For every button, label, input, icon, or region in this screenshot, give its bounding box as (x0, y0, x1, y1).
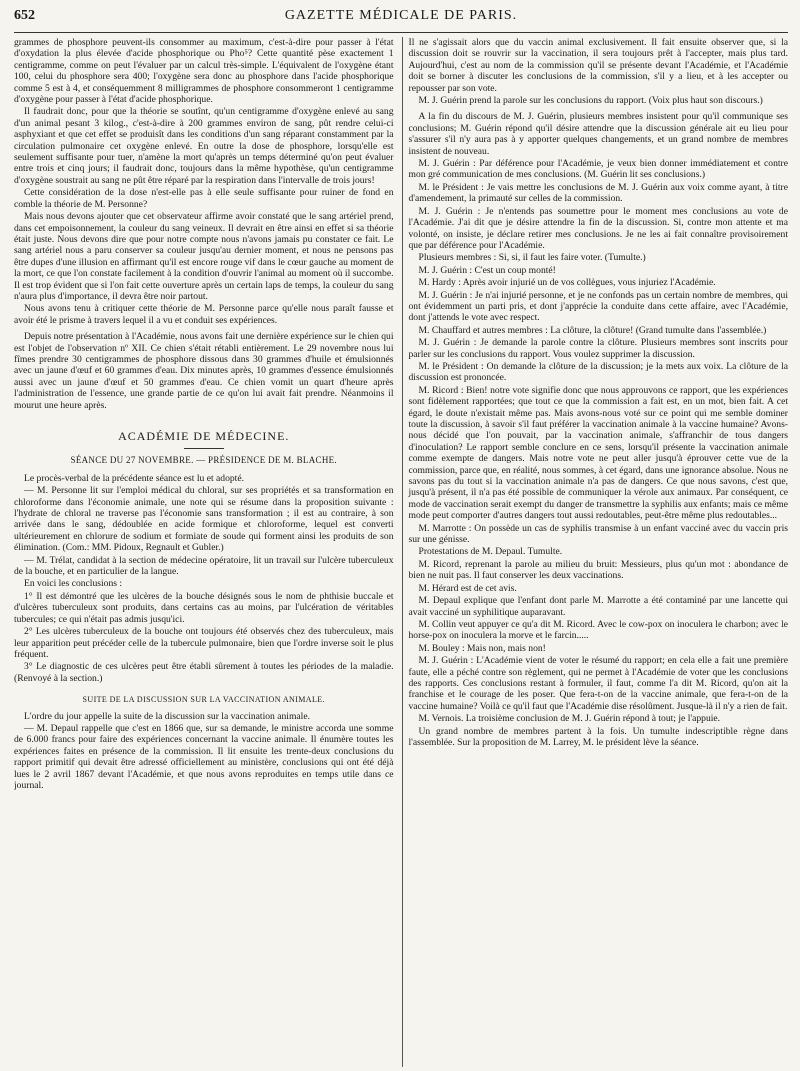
speaker-line: M. J. Guérin : Je n'entends pas soumettre pour le moment mes conclusions au vote de l'Académie. J'ai dit que je désire attendre la fin de la discussion. Si, contre mon attente et ma volonté, on insiste, je déclare retirer mes conclusions. Je ne les ai fait connaître provisoirement que par déférence pour l'Académie. (408, 205, 788, 251)
speaker-line: M. J. Guérin : Par déférence pour l'Académie, je veux bien donner immédiatement et contre mon gré communication de mes conclusions. (M. Guérin lit ses conclusions.) (408, 158, 788, 181)
conclusion-item: 3° Le diagnostic de ces ulcères peut être établi sûrement à toutes les périodes de la maladie. (Renvoyé à la section.) (14, 661, 394, 684)
page-number: 652 (14, 8, 35, 23)
text-columns (14, 37, 788, 1067)
paragraph: Le procès-verbal de la précédente séance est lu et adopté. (24, 472, 245, 484)
speaker-line: M. J. Guérin : L'Académie vient de voter le résumé du rapport; en cela elle a fait une première faute, elle a péché contre son règlement, qui ne permet à l'Académie de voter que les conclusions des rapports. Ces conclusions restant à formuler, il faut, comme l'a dit M. Ricord, qu'on ait la franchise et le courage de les poser. Que fera-t-on de la vaccine animale, que fera-t-on de la vaccine humaine? Voilà ce qu'il faut que l'Académie dise résolûment. Jusque-là il n'y a rien de fait. (408, 655, 788, 712)
speaker-line: M. le Président : Je vais mettre les conclusions de M. J. Guérin aux voix comme ayant, à titre d'amendement, la primauté sur celles de la commission. (408, 181, 788, 205)
stage-direction: Protestations de M. Depaul. Tumulte. (418, 546, 563, 558)
speaker-line: M. Ricord, reprenant la parole au milieu du bruit: Messieurs, plus qu'un mot : abondance de bien ne nuit pas. Il faut conserver les deux vaccinations. (408, 558, 788, 582)
page-header (14, 8, 788, 33)
speaker-line: M. Marrotte : On possède un cas de syphilis transmise à un enfant vacciné avec du vaccin pris sur une génisse. (408, 522, 788, 546)
paragraph: Mais nous devons ajouter que cet observateur affirme avoir constaté que le sang artériel prend, dans cet empoisonnement, la couleur du sang veineux. Il devrait en être ainsi en effet si sa théorie était juste. Nous devons dire que pour notre compte nous n'avons jamais pu constater ce fait. Le sang artériel nous a paru conserver sa couleur jusqu'au dernier moment, et nous ne pensons pas être dupes d'une illusion en affirmant qu'il est encore rouge vif dans le cœur gauche au moment de la mort, ce que l'on constate facilement à la condition d'ouvrir l'animal au moment où il succombe. Il est trop évident que si l'on fait cette ouverture après un certain laps de temps, la couleur du sang n'aura plus d'importance, il devra être noir partout. (14, 211, 394, 302)
speaker-line: M. Bouley : Mais non, mais non! (418, 642, 546, 654)
left-column (14, 37, 394, 1067)
speaker-line: Plusieurs membres : Si, si, il faut les faire voter. (Tumulte.) (418, 252, 646, 264)
session-heading: SÉANCE DU 27 NOVEMBRE. — PRÉSIDENCE DE M. BLACHE. (70, 455, 337, 466)
paragraph: Cette considération de la dose n'est-elle pas à elle seule suffisante pour ruiner de fond en comble la théorie de M. Personne? (14, 187, 394, 210)
paragraph: L'ordre du jour appelle la suite de la discussion sur la vaccination animale. (24, 710, 310, 722)
subsection-heading: SUITE DE LA DISCUSSION SUR LA VACCINATION ANIMALE. (82, 695, 325, 705)
paragraph: Depuis notre présentation à l'Académie, nous avons fait une dernière expérience sur le chien qui est l'objet de l'observation nº XII. Ce chien s'était rétabli entièrement. Le 29 novembre nous lui fîmes prendre 30 centigrammes de phosphore dissous dans 30 grammes d'huile et émulsionnés avec un jaune d'œuf et 60 grammes d'eau. Dix minutes après, 10 grammes d'essence émulsionnés aussi avec un jaune d'œuf et 50 grammes d'eau. Ce chien vomit un quart d'heure après l'administration de l'essence, une grande partie de ce qu'on lui avait fait prendre. Néanmoins il mourut une heure après. (14, 331, 394, 411)
paragraph: Il faudrait donc, pour que la théorie se soutînt, qu'un centigramme d'oxygène enlevé au sang d'un animal pesant 3 kilog., c'est-à-dire à 200 grammes environ de sang, pût rendre celui-ci asphyxiant et que cet effet se produisît dans les conditions d'un sang réparant constamment par la circulation pulmonaire cet oxygène enlevé. En outre la dose de phosphore, lorsqu'elle est seulement suffisante pour tuer, n'amène la mort qu'après un temps déterminé qu'on peut évaluer entre trois et cinq jours; il faudrait donc, toujours dans la même hypothèse, qu'un centigramme d'oxygène soustrait au sang ne pût être réparé par la respiration dans l'intervalle de trois jours! (14, 106, 394, 186)
paragraph: Nous avons tenu à critiquer cette théorie de M. Personne parce qu'elle nous paraît fausse et avoir été le prisme à travers lequel il a vu et conduit ses expériences. (14, 303, 394, 326)
section-title: ACADÉMIE DE MÉDECINE. (118, 429, 290, 443)
paragraph: Il ne s'agissait alors que du vaccin animal exclusivement. Il fait ensuite observer que, si la discussion doit se rouvrir sur la vaccination, il sera toujours prêt à l'accepter, mais plus tard. Aujourd'hui, c'est au nom de la commission qu'il se présente devant l'Académie, et l'Académie doit se borner à discuter les conclusions de la commission, s'il y a lieu, et à les accepter ou repousser par son vote. (408, 37, 788, 94)
conclusion-item: 2° Les ulcères tuberculeux de la bouche ont toujours été observés chez des tuberculeux, mais leur apparition peut précéder celle de la tubercule pulmonaire, bien que l'ordre inverse soit le plus fréquent. (14, 626, 394, 660)
paragraph: grammes de phosphore peuvent-ils consommer au maximum, c'est-à-dire pour passer à l'état d'oxydation la plus élevée d'acide phosphorique ou Pho⁵? Cette quantité pèse exactement 1 centigramme, comme on peut l'évaluer par un calcul très-simple. L'équivalent de l'oxygène étant 100, celui du phosphore sera 400; l'oxygène sera donc au phosphore dans l'acide phosphorique comme 5 est à 4, et conséquemment 8 milligrammes de phosphore consommeront 1 centigramme d'oxygène pour passer à l'état d'acide phosphorique. (14, 37, 394, 106)
speaker-line: M. Vernois. La troisième conclusion de M. J. Guérin répond à tout; je l'appuie. (418, 713, 721, 725)
speaker-line: M. J. Guérin : C'est un coup monté! (418, 264, 556, 276)
speaker-line: M. Collin veut appuyer ce qu'a dit M. Ricord. Avec le cow-pox on inoculera le charbon; avec le horse-pox on inoculera la morve et le farcin..... (408, 618, 788, 642)
speaker-line: M. J. Guérin : Je demande la parole contre la clôture. Plusieurs membres sont inscrits pour parler sur les conclusions du rapport. Vous voulez supprimer la discussion. (408, 337, 788, 360)
paragraph: — M. Personne lit sur l'emploi médical du chloral, sur ses propriétés et sa transformation en chloroforme dans l'économie animale, une note qui se résume dans la proposition suivante : l'hydrate de chloral ne traverse pas l'économie sans transformation ; il est au contraire, à son arrivée dans le sang, dédoublée en acide formique et chloroforme, lequel est converti ultérieurement en chlorure de sodium et formiate de soude qui forment ainsi les produits de son élimination. (Com.: MM. Pidoux, Regnault et Gubler.) (14, 485, 394, 554)
right-column (402, 37, 789, 1067)
speaker-line: M. J. Guérin prend la parole sur les conclusions du rapport. (Voix plus haut son discours.) (418, 95, 763, 107)
conclusion-item: 1° Il est démontré que les ulcères de la bouche désignés sous le nom de phthisie buccale et d'ulcères tuberculeux sont produits, dans certains cas au moins, par l'ulcération de véritables tubercules; ce qui n'était pas admis jusqu'ici. (14, 590, 394, 625)
section-divider (184, 448, 224, 449)
speaker-line: M. le Président : On demande la clôture de la discussion; je la mets aux voix. La clôture de la discussion est prononcée. (408, 360, 788, 384)
speaker-line: M. Hardy : Après avoir injurié un de vos collègues, vous injuriez l'Académie. (418, 277, 716, 289)
running-title: GAZETTE MÉDICALE DE PARIS. (284, 8, 518, 23)
paragraph: — M. Trélat, candidat à la section de médecine opératoire, lit un travail sur l'ulcère tuberculeux de la bouche, et en particulier de la langue. (14, 554, 394, 578)
paragraph: En voici les conclusions : (24, 578, 123, 590)
speaker-line: M. Chauffard et autres membres : La clôture, la clôture! (Grand tumulte dans l'assemblée.) (418, 324, 767, 336)
speaker-line: M. Hérard est de cet avis. (418, 582, 517, 594)
paragraph: Un grand nombre de membres partent à la fois. Un tumulte indescriptible règne dans l'assemblée. Sur la proposition de M. Larrey, M. le président lève la séance. (408, 725, 788, 748)
paragraph: A la fin du discours de M. J. Guérin, plusieurs membres insistent pour qu'il communique ses conclusions; M. Guérin répond qu'il désire attendre que la discussion générale ait eu lieu pour s'assurer s'il n'y aura pas à y apporter quelques changements, et un grand nombre de membres insistent de nouveau. (408, 111, 788, 157)
speaker-line: M. Ricord : Bien! notre vote signifie donc que nous approuvons ce rapport, que les expériences sont fidèlement rapportées; que tout ce que la commission a fait est, en un mot, bien fait. A cet égard, le doute n'existait même pas. Mais avons-nous voté sur ce point qui me semble dominer toute la discussion, à savoir s'il faut préférer la vaccination animale à la vaccine humaine? Avons-nous décidé que l'on pouvait, par la vaccination animale, s'affranchir de tous dangers d'inoculation? Le rapport semble conclure en ce sens, lorsqu'il présente la vaccination animale comme exempte de dangers. Mais notre vote ne peut aller jusqu'à éprouver cette vue de la commission, parce que, en réalité, nous sommes, à cet égard, dans une ignorance absolue. Nous ne savons pas du tout si la vaccination animale n'a pas de dangers. Ce que nous savons, c'est que, jusqu'à présent, il n'a pas été possible de communiquer la vérole aux animaux. Par conséquent, ce mode de vaccination serait exempt du danger de transmettre la syphilis aux enfants; mais ce même mode peut comporter d'autres dangers tout aussi redoutables, peut-être même plus redoutables... (408, 384, 788, 522)
speaker-line: M. J. Guérin : Je n'ai injurié personne, et je ne confonds pas un certain nombre de membres, qui ont évidemment un parti pris, et dont j'apprécie la conduite dans cette affaire, avec l'Académie, dont j'attends le vote avec respect. (408, 289, 788, 324)
paragraph: — M. Depaul rappelle que c'est en 1866 que, sur sa demande, le ministre accorda une somme de 6.000 francs pour faire des expériences concernant la vaccine animale. Il énumère toutes les expériences faites en présence de la commission. Il lit ensuite les trente-deux conclusions du rapport primitif qui devait être adressé officiellement au ministère, conclusions qui ont été déjà lues le 2 avril 1867 devant l'Académie, et que nous avons reproduites en temps utile dans ce journal. (14, 722, 394, 791)
speaker-line: M. Depaul explique que l'enfant dont parle M. Marrotte a été contaminé par une lancette qui avait vacciné un syphilitique auparavant. (408, 595, 788, 618)
